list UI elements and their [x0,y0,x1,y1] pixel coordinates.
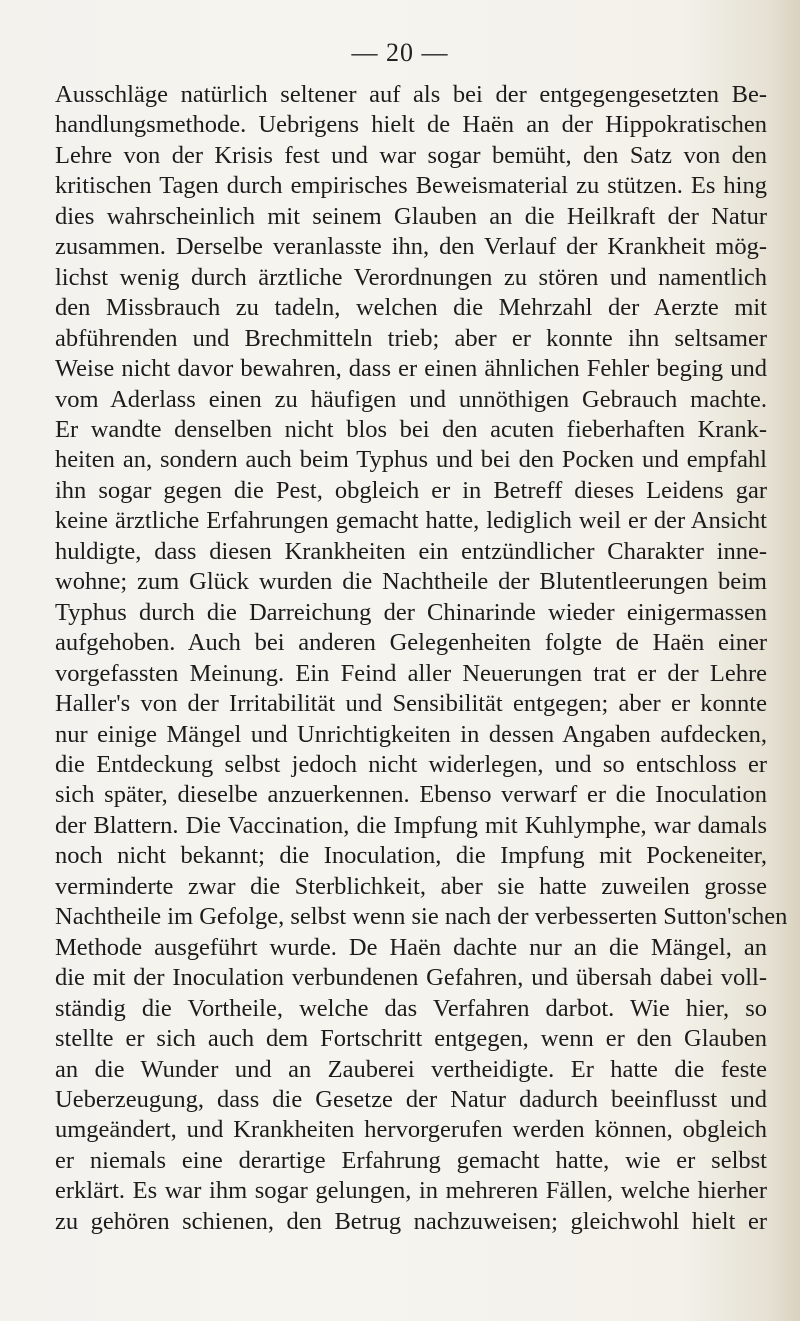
text-line: die mit der Inoculation verbundenen Gefahren, und übersah dabei voll- [55,964,767,992]
text-line: vom Aderlass einen zu häufigen und unnöthigen Gebrauch machte. [55,385,767,413]
text-line: erklärt. Es war ihm sogar gelungen, in mehreren Fällen, welche hierher [55,1177,767,1205]
text-line: dies wahrscheinlich mit seinem Glauben an die Heilkraft der Natur [55,202,767,230]
page-number: — 20 — [351,38,449,67]
text-line: er niemals eine derartige Erfahrung gemacht hatte, wie er selbst [55,1146,767,1174]
text-line: handlungsmethode. Uebrigens hielt de Haën an der Hippokratischen [55,111,767,139]
text-line: keine ärztliche Erfahrungen gemacht hatte, lediglich weil er der Ansicht [55,507,767,535]
text-line: kritischen Tagen durch empirisches Beweismaterial zu stützen. Es hing [55,172,767,200]
text-line: Ausschläge natürlich seltener auf als bei der entgegengesetzten Be- [55,81,767,108]
text-line: verminderte zwar die Sterblichkeit, aber sie hatte zuweilen grosse [55,872,767,900]
text-line: Typhus durch die Darreichung der Chinarinde wieder einigermassen [55,598,767,626]
text-line: stellte er sich auch dem Fortschritt entgegen, wenn er den Glauben [55,1025,767,1053]
text-line: der Blattern. Die Vaccination, die Impfung mit Kuhlymphe, war damals [55,811,767,839]
text-line: Er wandte denselben nicht blos bei den acuten fieberhaften Krank- [55,415,767,443]
text-line: umgeändert, und Krankheiten hervorgerufen werden können, obgleich [55,1116,767,1144]
text-line: Nachtheile im Gefolge, selbst wenn sie nach der verbesserten Sutton'schen [55,903,788,931]
text-line: abführenden und Brechmitteln trieb; aber er konnte ihn seltsamer [55,324,767,352]
text-line: zusammen. Derselbe veranlasste ihn, den Verlauf der Krankheit mög- [55,233,767,261]
text-line: Weise nicht davor bewahren, dass er einen ähnlichen Fehler beging und [55,355,767,383]
text-line: sich später, dieselbe anzuerkennen. Ebenso verwarf er die Inoculation [55,781,767,809]
text-line: lichst wenig durch ärztliche Verordnungen zu stören und namentlich [55,263,767,291]
text-line: Methode ausgeführt wurde. De Haën dachte nur an die Mängel, an [55,933,767,961]
text-line: ständig die Vortheile, welche das Verfahren darbot. Wie hier, so [55,994,767,1022]
text-line: vorgefassten Meinung. Ein Feind aller Neuerungen trat er der Lehre [55,659,767,687]
body-paragraph [55,80,788,1237]
text-line: ihn sogar gegen die Pest, obgleich er in Betreff dieses Leidens gar [55,476,767,504]
text-line: noch nicht bekannt; die Inoculation, die Impfung mit Pockeneiter, [55,842,767,870]
text-line: huldigte, dass diesen Krankheiten ein entzündlicher Charakter inne- [55,537,767,565]
text-line: wohne; zum Glück wurden die Nachtheile der Blutentleerungen beim [55,568,767,596]
text-line: an die Wunder und an Zauberei vertheidigte. Er hatte die feste [55,1055,767,1083]
text-line: aufgehoben. Auch bei anderen Gelegenheiten folgte de Haën einer [55,629,767,657]
text-line: Ueberzeugung, dass die Gesetze der Natur dadurch beeinflusst und [55,1085,767,1113]
text-line: die Entdeckung selbst jedoch nicht widerlegen, und so entschloss er [55,750,767,778]
text-line: den Missbrauch zu tadeln, welchen die Mehrzahl der Aerzte mit [55,294,767,322]
text-line: Haller's von der Irritabilität und Sensibilität entgegen; aber er konnte [55,690,767,718]
text-line: zu gehören schienen, den Betrug nachzuweisen; gleichwohl hielt er [55,1207,767,1235]
text-line: heiten an, sondern auch beim Typhus und bei den Pocken und empfahl [55,446,767,474]
text-line: Lehre von der Krisis fest und war sogar bemüht, den Satz von den [55,141,767,169]
text-line: nur einige Mängel und Unrichtigkeiten in dessen Angaben aufdecken, [55,720,767,748]
